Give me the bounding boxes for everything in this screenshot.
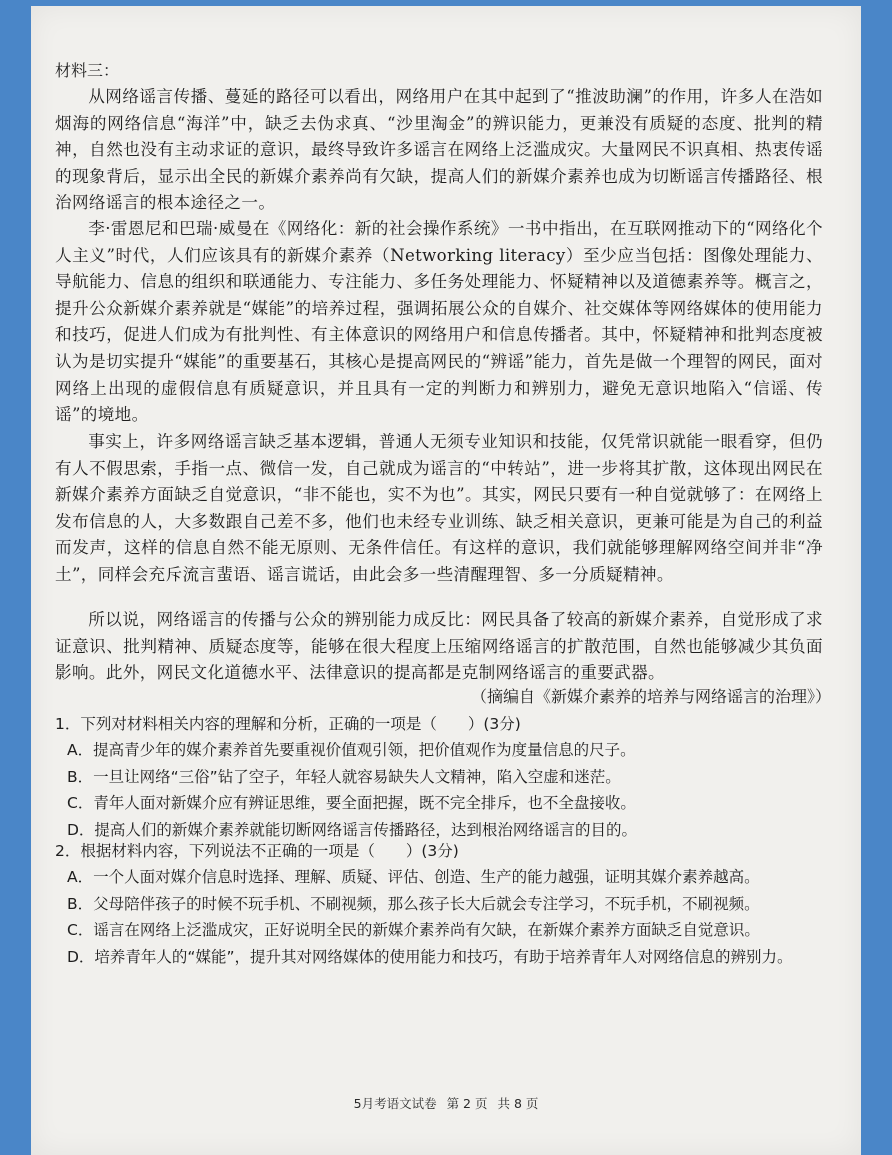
question-2-option-c: C．谣言在网络上泛滥成灾，正好说明全民的新媒介素养尚有欠缺，在新媒介素养方面缺乏自觉意识。 bbox=[67, 921, 760, 940]
paragraph-4: 所以说，网络谣言的传播与公众的辨别能力成反比：网民具备了较高的新媒介素养，自觉形成了求证意识、批判精神、质疑态度等，能够在很大程度上压缩网络谣言的扩散范围，自然也能够减少其负面影响。此外，网民文化道德水平、法律意识的提高都是克制网络谣言的重要武器。 bbox=[55, 610, 823, 683]
exam-page bbox=[31, 6, 861, 1155]
question-2-option-d: D．培养青年人的“媒能”，提升其对网络媒体的使用能力和技巧，有助于培养青年人对网络信息的辨别力。 bbox=[67, 947, 793, 966]
question-2-stem: 2．根据材料内容，下列说法不正确的一项是（ ）(3分) bbox=[55, 842, 459, 860]
paragraph-1: 从网络谣言传播、蔓延的路径可以看出，网络用户在其中起到了“推波助澜”的作用，许多人在浩如烟海的网络信息“海洋”中，缺乏去伪求真、“沙里淘金”的辨识能力，更兼没有质疑的态度、批判的精神，自然也没有主动求证的意识，最终导致许多谣言在网络上泛滥成灾。大量网民不识真相、热衷传谣的现象背后，显示出全民的新媒介素养尚有欠缺，提高人们的新媒介素养也成为切断谣言传播路径、根治网络谣言的根本途径之一。 bbox=[55, 87, 823, 213]
question-2-option-a: A．一个人面对媒介信息时选择、理解、质疑、评估、创造、生产的能力越强，证明其媒介素养越高。 bbox=[67, 868, 760, 887]
question-1-option-d: D．提高人们的新媒介素养就能切断网络谣言传播路径，达到根治网络谣言的目的。 bbox=[67, 820, 637, 839]
question-1 bbox=[55, 711, 815, 843]
question-1-option-a: A．提高青少年的媒介素养首先要重视价值观引领，把价值观作为度量信息的尺子。 bbox=[67, 741, 636, 760]
paragraph-3: 事实上，许多网络谣言缺乏基本逻辑，普通人无须专业知识和技能，仅凭常识就能一眼看穿，但仍有人不假思索，手指一点、微信一发，自己就成为谣言的“中转站”，进一步将其扩散，这体现出网民在新媒介素养方面缺乏自觉意识，“非不能也，实不为也”。其实，网民只要有一种自觉就够了：在网络上发布信息的人，大多数跟自己差不多，他们也未经专业训练、缺乏相关意识，更兼可能是为自己的利益而发声，这样的信息自然不能无原则、无条件信任。有这样的意识，我们就能够理解网络空间并非“净土”，同样会充斥流言蜚语、谣言谎话，由此会多一些清醒理智、多一分质疑精神。 bbox=[55, 432, 823, 584]
footer-total-pages: 共 8 页 bbox=[497, 1096, 539, 1111]
source-citation: （摘编自《新媒介素养的培养与网络谣言的治理》） bbox=[470, 687, 831, 706]
paragraph-2: 李·雷恩尼和巴瑞·威曼在《网络化：新的社会操作系统》一书中指出，在互联网推动下的“网络化个人主义”时代，人们应该具有的新媒介素养（Networking literacy）至少应当包括：图像处理能力、导航能力、信息的组织和联通能力、专注能力、多任务处理能力、怀疑精神以及道德素养等。概言之，提升公众新媒介素养就是“媒能”的培养过程，强调拓展公众的自媒介、社交媒体等网络媒体的使用能力和技巧，促进人们成为有批判性、有主体意识的网络用户和信息传播者。其中，怀疑精神和批判态度被认为是切实提升“媒能”的重要基石，其核心是提高网民的“辨谣”能力，首先是做一个理智的网民，面对网络上出现的虚假信息有质疑意识，并且具有一定的判断力和辨别力，避免无意识地陷入“信谣、传谣”的境地。 bbox=[55, 219, 823, 425]
page-footer bbox=[31, 1094, 861, 1112]
question-2-option-b: B．父母陪伴孩子的时候不玩手机、不刷视频，那么孩子长大后就会专注学习，不玩手机，不刷视频。 bbox=[67, 894, 760, 913]
question-1-option-b: B．一旦让网络“三俗”钻了空子，年轻人就容易缺失人文精神，陷入空虚和迷茫。 bbox=[67, 767, 621, 786]
question-2 bbox=[55, 838, 815, 970]
footer-page-number: 第 2 页 bbox=[446, 1096, 488, 1111]
question-1-option-c: C．青年人面对新媒介应有辨证思维，要全面把握，既不完全排斥，也不全盘接收。 bbox=[67, 794, 636, 813]
material-heading: 材料三： bbox=[55, 61, 120, 80]
question-1-stem: 1．下列对材料相关内容的理解和分析，正确的一项是（ ）(3分) bbox=[55, 715, 521, 733]
footer-exam-title: 5月考语文试卷 bbox=[353, 1096, 437, 1111]
